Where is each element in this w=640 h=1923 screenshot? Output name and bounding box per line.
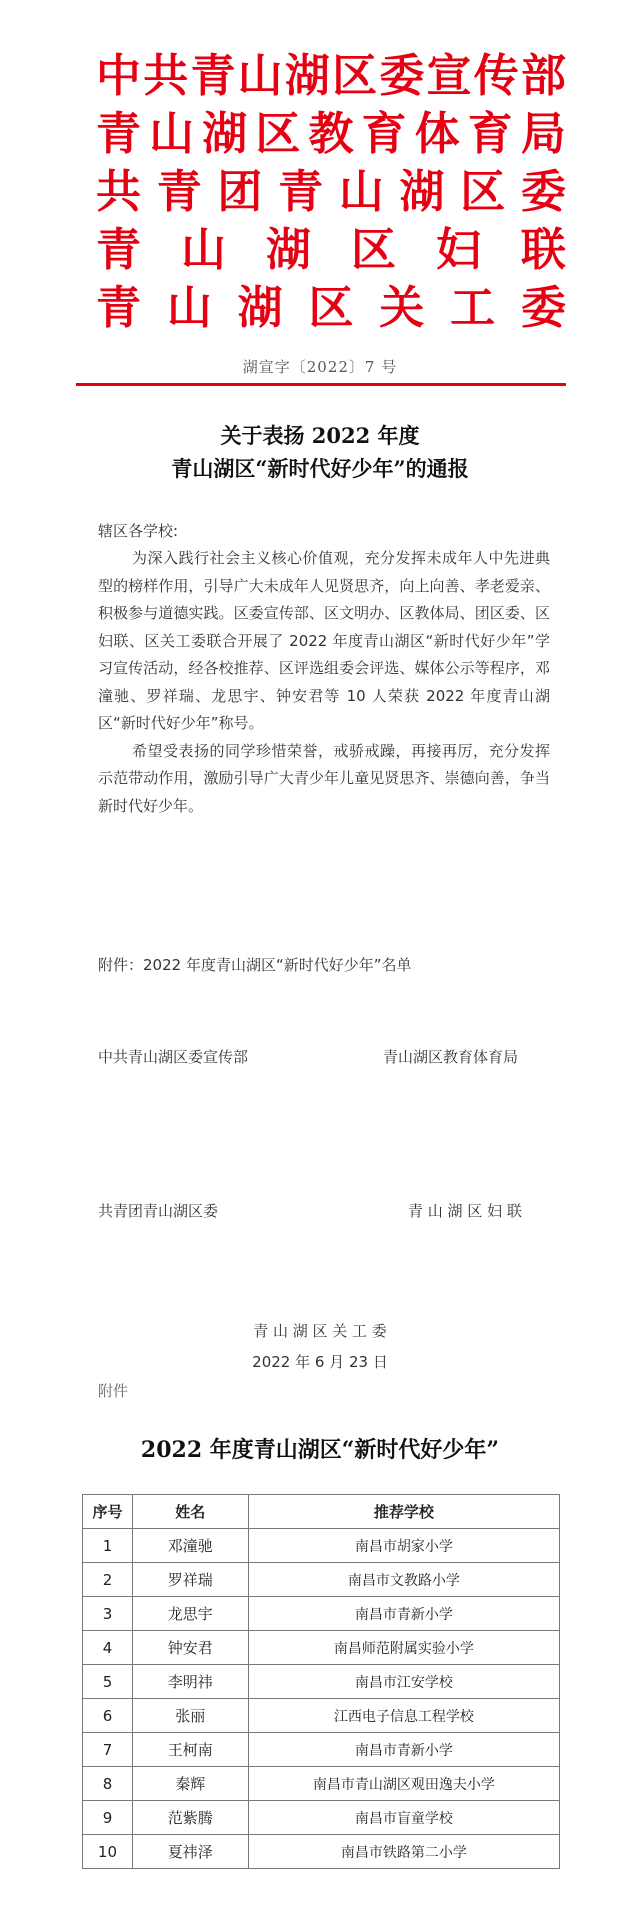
table-row bbox=[83, 1699, 560, 1733]
cell-number: 5 bbox=[83, 1665, 133, 1699]
attachment-label: 附件 bbox=[98, 1382, 129, 1400]
cell-school: 江西电子信息工程学校 bbox=[248, 1699, 559, 1733]
cell-name: 罗祥瑞 bbox=[132, 1563, 248, 1597]
signature-working-committee: 青 山 湖 区 关 工 委 bbox=[253, 1322, 387, 1340]
header-char: 体 bbox=[414, 107, 460, 160]
header-line-5 bbox=[96, 280, 566, 336]
header-line-1 bbox=[96, 48, 566, 104]
header-char: 妇 bbox=[435, 223, 481, 276]
cell-name: 龙思宇 bbox=[132, 1597, 248, 1631]
cell-name: 李明祎 bbox=[132, 1665, 248, 1699]
header-char: 关 bbox=[379, 281, 425, 334]
salutation: 辖区各学校: bbox=[98, 522, 179, 540]
cell-school: 南昌市青新小学 bbox=[248, 1733, 559, 1767]
table-title: 2022 年度青山湖区“新时代好少年” bbox=[140, 1437, 500, 1463]
header-char: 工 bbox=[450, 281, 496, 334]
header-char: 团 bbox=[217, 165, 263, 218]
header-char: 青 bbox=[96, 281, 142, 334]
cell-school: 南昌市青山湖区观田逸夫小学 bbox=[248, 1767, 559, 1801]
document-number: 湖宣字〔2022〕7 号 bbox=[242, 358, 398, 376]
header-char: 局 bbox=[520, 107, 566, 160]
column-header-name: 姓名 bbox=[132, 1495, 248, 1529]
cell-number: 7 bbox=[83, 1733, 133, 1767]
signature-propaganda-dept: 中共青山湖区委宣传部 bbox=[98, 1048, 249, 1066]
attachment-note: 附件：2022 年度青山湖区“新时代好少年”名单 bbox=[98, 956, 412, 974]
header-char: 区 bbox=[332, 49, 378, 102]
header-char: 区 bbox=[460, 165, 506, 218]
header-char: 湖 bbox=[399, 165, 445, 218]
cell-name: 范紫腾 bbox=[132, 1801, 248, 1835]
cell-number: 9 bbox=[83, 1801, 133, 1835]
header-char: 育 bbox=[361, 107, 407, 160]
header-char: 青 bbox=[190, 49, 236, 102]
honoree-table bbox=[82, 1494, 560, 1869]
cell-name: 秦辉 bbox=[132, 1767, 248, 1801]
table-row bbox=[83, 1835, 560, 1869]
header-char: 山 bbox=[237, 49, 283, 102]
body-paragraph: 为深入践行社会主义核心价值观，充分发挥未成年人中先进典型的榜样作用，引导广大未成年人见贤思齐，向上向善、孝老爱亲、积极参与道德实践。区委宣传部、区文明办、区教体局、团区委、区妇联、区关工委联合开展了 2022 年度青山湖区“新时代好少年”学习宣传活动，经各校推荐、区评选组委会评选、媒体公示等程序，邓潼驰、罗祥瑞、龙思宇、钟安君等 10 人荣获 2022 年度青山湖区“新时代好少年”称号。 bbox=[98, 549, 550, 732]
header-line-2 bbox=[96, 106, 566, 162]
header-char: 共 bbox=[96, 165, 142, 218]
column-header-school: 推荐学校 bbox=[248, 1495, 559, 1529]
header-char: 区 bbox=[308, 281, 354, 334]
body-paragraph: 希望受表扬的同学珍惜荣誉，戒骄戒躁，再接再厉，充分发挥示范带动作用，激励引导广大青少年儿童见贤思齐、崇德向善，争当新时代好少年。 bbox=[98, 741, 550, 815]
column-header-number: 序号 bbox=[83, 1495, 133, 1529]
notice-title-line-1: 关于表扬 2022 年度 bbox=[220, 423, 420, 448]
header-char: 委 bbox=[520, 281, 566, 334]
cell-school: 南昌市青新小学 bbox=[248, 1597, 559, 1631]
cell-name: 夏祎泽 bbox=[132, 1835, 248, 1869]
table-row bbox=[83, 1631, 560, 1665]
table-row bbox=[83, 1767, 560, 1801]
table-row bbox=[83, 1733, 560, 1767]
cell-school: 南昌市铁路第二小学 bbox=[248, 1835, 559, 1869]
cell-number: 3 bbox=[83, 1597, 133, 1631]
cell-number: 6 bbox=[83, 1699, 133, 1733]
header-line-3 bbox=[96, 164, 566, 220]
notice-title-line-2: 青山湖区“新时代好少年”的通报 bbox=[171, 456, 469, 481]
cell-number: 10 bbox=[83, 1835, 133, 1869]
cell-name: 张丽 bbox=[132, 1699, 248, 1733]
signature-youth-league: 共青团青山湖区委 bbox=[98, 1202, 219, 1220]
header-char: 区 bbox=[255, 107, 301, 160]
cell-school: 南昌市江安学校 bbox=[248, 1665, 559, 1699]
table-header-row bbox=[83, 1495, 560, 1529]
header-char: 育 bbox=[467, 107, 513, 160]
cell-school: 南昌市盲童学校 bbox=[248, 1801, 559, 1835]
cell-number: 4 bbox=[83, 1631, 133, 1665]
header-char: 青 bbox=[278, 165, 324, 218]
header-char: 委 bbox=[520, 165, 566, 218]
header-char: 山 bbox=[149, 107, 195, 160]
cell-school: 南昌市文教路小学 bbox=[248, 1563, 559, 1597]
table-row bbox=[83, 1563, 560, 1597]
header-char: 联 bbox=[520, 223, 566, 276]
cell-school: 南昌师范附属实验小学 bbox=[248, 1631, 559, 1665]
notice-body bbox=[98, 545, 550, 820]
cell-name: 王柯南 bbox=[132, 1733, 248, 1767]
header-line-4 bbox=[96, 222, 566, 278]
header-char: 教 bbox=[308, 107, 354, 160]
table-row bbox=[83, 1529, 560, 1563]
header-char: 青 bbox=[156, 165, 202, 218]
header-char: 湖 bbox=[202, 107, 248, 160]
signature-womens-federation: 青 山 湖 区 妇 联 bbox=[408, 1202, 522, 1220]
header-char: 共 bbox=[143, 49, 189, 102]
cell-number: 2 bbox=[83, 1563, 133, 1597]
issue-date: 2022 年 6 月 23 日 bbox=[252, 1353, 388, 1371]
cell-name: 邓潼驰 bbox=[132, 1529, 248, 1563]
cell-school: 南昌市胡家小学 bbox=[248, 1529, 559, 1563]
header-char: 宣 bbox=[426, 49, 472, 102]
signature-education-bureau: 青山湖区教育体育局 bbox=[383, 1048, 519, 1066]
header-char: 青 bbox=[96, 223, 142, 276]
table-row bbox=[83, 1801, 560, 1835]
header-char: 山 bbox=[166, 281, 212, 334]
header-char: 山 bbox=[180, 223, 226, 276]
header-char: 湖 bbox=[237, 281, 283, 334]
table-row bbox=[83, 1597, 560, 1631]
cell-number: 8 bbox=[83, 1767, 133, 1801]
header-char: 山 bbox=[338, 165, 384, 218]
header-char: 中 bbox=[96, 49, 142, 102]
header-char: 部 bbox=[520, 49, 566, 102]
header-char: 传 bbox=[473, 49, 519, 102]
cell-number: 1 bbox=[83, 1529, 133, 1563]
header-char: 湖 bbox=[265, 223, 311, 276]
header-char: 青 bbox=[96, 107, 142, 160]
table-row bbox=[83, 1665, 560, 1699]
red-divider bbox=[76, 383, 566, 386]
header-char: 区 bbox=[350, 223, 396, 276]
header-char: 委 bbox=[379, 49, 425, 102]
cell-name: 钟安君 bbox=[132, 1631, 248, 1665]
header-char: 湖 bbox=[284, 49, 330, 102]
